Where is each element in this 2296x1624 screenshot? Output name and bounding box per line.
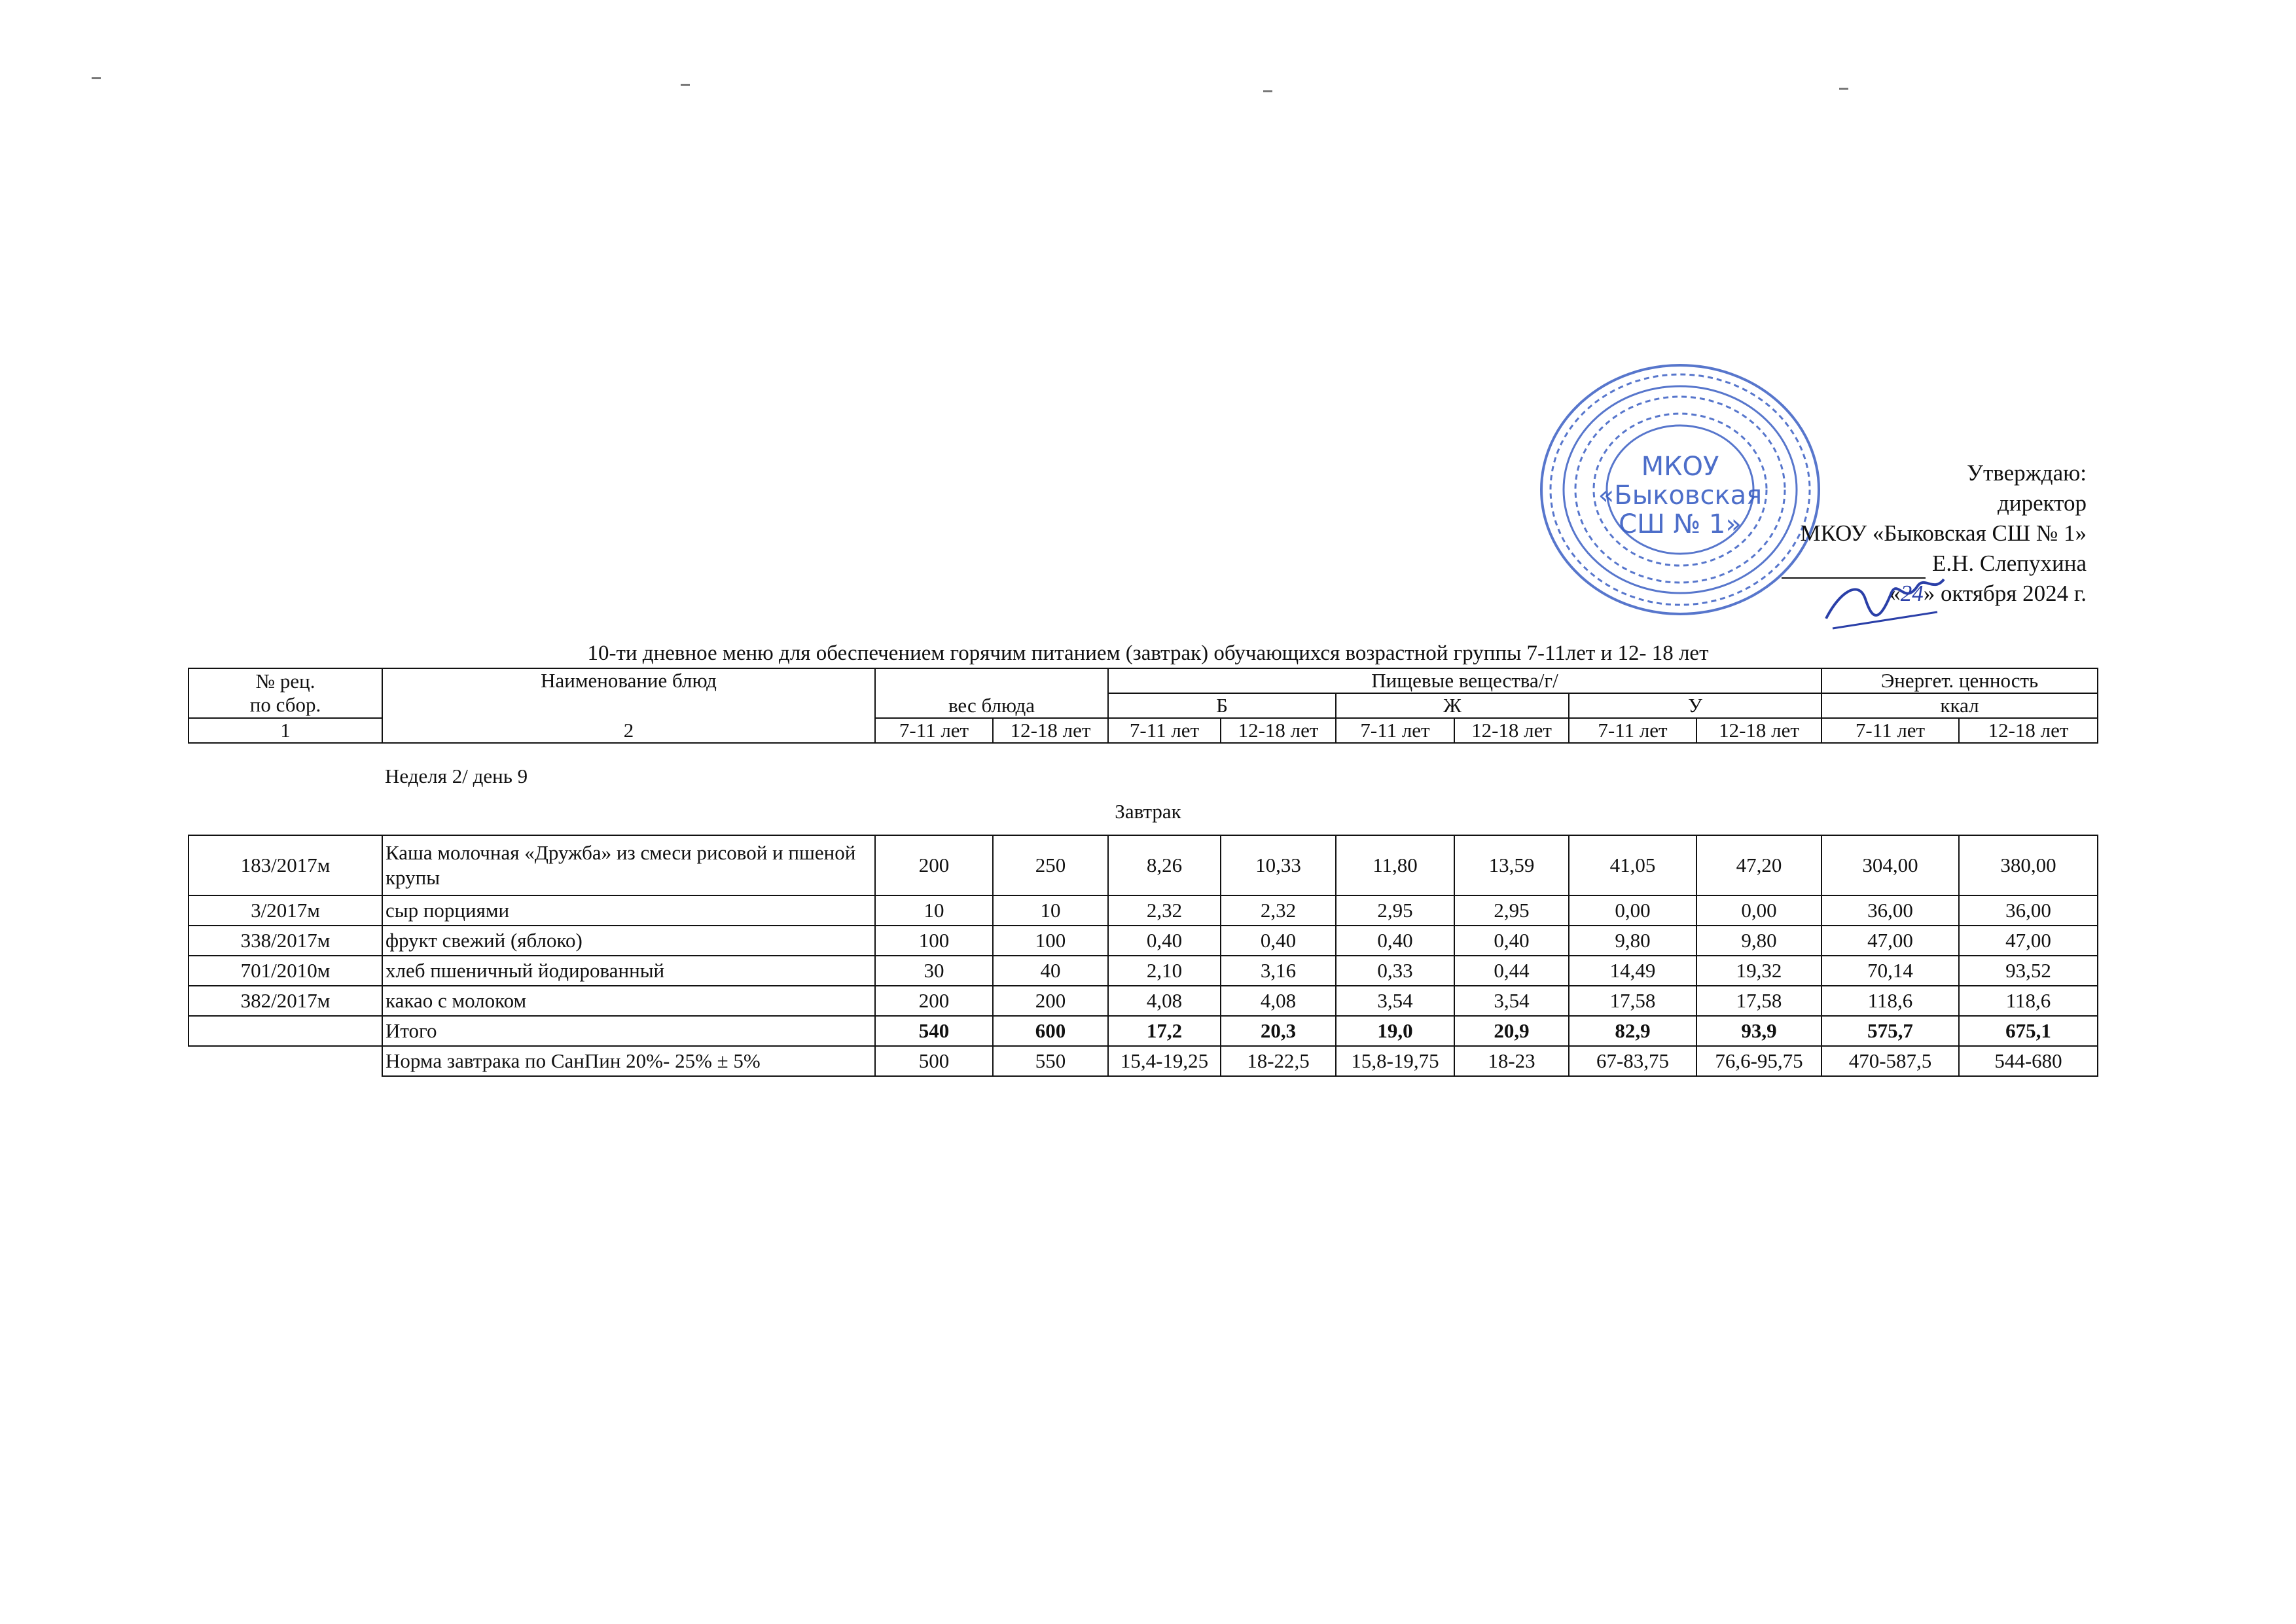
cell: 17,58: [1696, 986, 1821, 1016]
cell: 100: [875, 926, 993, 956]
dish-name: какао с молоком: [382, 986, 875, 1016]
total-cell: 20,9: [1454, 1016, 1569, 1046]
cell: 14,49: [1569, 956, 1696, 986]
cell: 47,00: [1959, 926, 2098, 956]
header-dish-name: Наименование блюд: [382, 668, 875, 718]
cell: 2,32: [1221, 895, 1336, 926]
header-age: 12-18 лет: [1959, 718, 2098, 743]
document-title: 10-ти дневное меню для обеспечением горячим питанием (завтрак) обучающихся возрастной группы 7-11лет и 12- 18 лет: [587, 641, 1709, 665]
cell: 380,00: [1959, 835, 2098, 895]
cell: 304,00: [1821, 835, 1959, 895]
cell: 40: [993, 956, 1108, 986]
header-zh: Ж: [1336, 693, 1569, 718]
total-cell: 20,3: [1221, 1016, 1336, 1046]
norm-cell: 15,4-19,25: [1108, 1046, 1221, 1076]
cell: 41,05: [1569, 835, 1696, 895]
norm-cell: 18-23: [1454, 1046, 1569, 1076]
dish-name: Каша молочная «Дружба» из смеси рисовой и пшеной крупы: [382, 835, 875, 895]
header-rec-cell: [188, 668, 382, 718]
total-cell: 93,9: [1696, 1016, 1821, 1046]
recipe-code: 701/2010м: [188, 956, 382, 986]
total-cell: 19,0: [1336, 1016, 1454, 1046]
norm-label: Норма завтрака по СанПин 20%- 25% ± 5%: [382, 1046, 875, 1076]
cell: 200: [875, 986, 993, 1016]
header-age: 7-11 лет: [875, 718, 993, 743]
week-day-label: Неделя 2/ день 9: [385, 765, 528, 787]
cell: 0,40: [1108, 926, 1221, 956]
total-cell: 82,9: [1569, 1016, 1696, 1046]
menu-body-table: [188, 835, 2098, 1077]
cell: 100: [993, 926, 1108, 956]
header-age: 12-18 лет: [993, 718, 1108, 743]
cell: 0,00: [1696, 895, 1821, 926]
cell: 8,26: [1108, 835, 1221, 895]
cell: 10: [875, 895, 993, 926]
recipe-code: 338/2017м: [188, 926, 382, 956]
total-cell: 540: [875, 1016, 993, 1046]
cell: 2,95: [1336, 895, 1454, 926]
header-col-1: 1: [188, 718, 382, 743]
recipe-code: 3/2017м: [188, 895, 382, 926]
cell: 9,80: [1696, 926, 1821, 956]
header-weight: вес блюда: [875, 668, 1108, 718]
cell: 19,32: [1696, 956, 1821, 986]
header-age: 7-11 лет: [1108, 718, 1221, 743]
cell: 9,80: [1569, 926, 1696, 956]
approve-position: директор: [1998, 490, 2087, 516]
cell: 0,00: [1569, 895, 1696, 926]
cell: 0,33: [1336, 956, 1454, 986]
cell: 70,14: [1821, 956, 1959, 986]
cell: 47,00: [1821, 926, 1959, 956]
total-code-empty: [188, 1016, 382, 1046]
header-age: 12-18 лет: [1696, 718, 1821, 743]
table-row: [188, 926, 2098, 956]
cell: 3,54: [1454, 986, 1569, 1016]
cell: 30: [875, 956, 993, 986]
stamp-text: МКОУ: [1641, 452, 1719, 482]
recipe-code: 183/2017м: [188, 835, 382, 895]
cell: 250: [993, 835, 1108, 895]
table-row: [188, 835, 2098, 895]
total-cell: 600: [993, 1016, 1108, 1046]
cell: 200: [875, 835, 993, 895]
header-kcal: ккал: [1821, 693, 2098, 718]
total-row: [188, 1016, 2098, 1046]
cell: 93,52: [1959, 956, 2098, 986]
scan-speck: [681, 84, 690, 86]
cell: 118,6: [1821, 986, 1959, 1016]
cell: 4,08: [1108, 986, 1221, 1016]
cell: 13,59: [1454, 835, 1569, 895]
header-rec-no: № рец.: [255, 670, 315, 693]
header-age: 7-11 лет: [1336, 718, 1454, 743]
approve-school: МКОУ «Быковская СШ № 1»: [1800, 520, 2087, 546]
date-open: «: [1889, 581, 1901, 606]
date-rest: » октября 2024 г.: [1923, 581, 2087, 606]
cell: 47,20: [1696, 835, 1821, 895]
norm-row: [188, 1046, 2098, 1076]
header-col-2: 2: [382, 718, 875, 743]
norm-cell: 500: [875, 1046, 993, 1076]
cell: 36,00: [1959, 895, 2098, 926]
cell: 0,40: [1221, 926, 1336, 956]
total-label: Итого: [382, 1016, 875, 1046]
total-cell: 17,2: [1108, 1016, 1221, 1046]
header-age: 12-18 лет: [1221, 718, 1336, 743]
cell: 3,54: [1336, 986, 1454, 1016]
header-b: Б: [1108, 693, 1336, 718]
cell: 10: [993, 895, 1108, 926]
approve-signer-name: Е.Н. Слепухина: [1932, 550, 2087, 576]
cell: 4,08: [1221, 986, 1336, 1016]
scan-speck: [1263, 90, 1272, 92]
cell: 10,33: [1221, 835, 1336, 895]
norm-cell: 67-83,75: [1569, 1046, 1696, 1076]
norm-cell: 544-680: [1959, 1046, 2098, 1076]
cell: 0,40: [1336, 926, 1454, 956]
scan-speck: [1839, 88, 1848, 90]
table-row: [188, 895, 2098, 926]
norm-cell: 18-22,5: [1221, 1046, 1336, 1076]
header-age: 12-18 лет: [1454, 718, 1569, 743]
cell: 118,6: [1959, 986, 2098, 1016]
norm-cell: 76,6-95,75: [1696, 1046, 1821, 1076]
dish-name: сыр порциями: [382, 895, 875, 926]
cell: 2,32: [1108, 895, 1221, 926]
menu-header-table: [188, 668, 2098, 744]
table-row: [188, 986, 2098, 1016]
meal-label: Завтрак: [1115, 800, 1181, 823]
cell: 11,80: [1336, 835, 1454, 895]
recipe-code: 382/2017м: [188, 986, 382, 1016]
total-cell: 575,7: [1821, 1016, 1959, 1046]
handwritten-signature: [1820, 566, 1950, 645]
stamp-text: «Быковская: [1598, 480, 1763, 511]
cell: 0,44: [1454, 956, 1569, 986]
norm-cell: 15,8-19,75: [1336, 1046, 1454, 1076]
scan-speck: [92, 77, 101, 79]
norm-cell: 470-587,5: [1821, 1046, 1959, 1076]
cell: 17,58: [1569, 986, 1696, 1016]
cell: 3,16: [1221, 956, 1336, 986]
cell: 2,95: [1454, 895, 1569, 926]
header-energy: Энергет. ценность: [1821, 668, 2098, 693]
approve-label: Утверждаю:: [1967, 460, 2087, 486]
cell: 0,40: [1454, 926, 1569, 956]
date-day: 24: [1900, 581, 1924, 606]
header-u: У: [1569, 693, 1821, 718]
cell: 36,00: [1821, 895, 1959, 926]
stamp-text: СШ № 1»: [1619, 509, 1742, 539]
header-nutrients: Пищевые вещества/г/: [1108, 668, 1821, 693]
cell: 200: [993, 986, 1108, 1016]
header-age: 7-11 лет: [1821, 718, 1959, 743]
dish-name: фрукт свежий (яблоко): [382, 926, 875, 956]
norm-code-empty: [188, 1046, 382, 1076]
header-age: 7-11 лет: [1569, 718, 1696, 743]
total-cell: 675,1: [1959, 1016, 2098, 1046]
cell: 2,10: [1108, 956, 1221, 986]
dish-name: хлеб пшеничный йодированный: [382, 956, 875, 986]
header-rec-src: по сбор.: [249, 693, 321, 716]
table-row: [188, 956, 2098, 986]
norm-cell: 550: [993, 1046, 1108, 1076]
